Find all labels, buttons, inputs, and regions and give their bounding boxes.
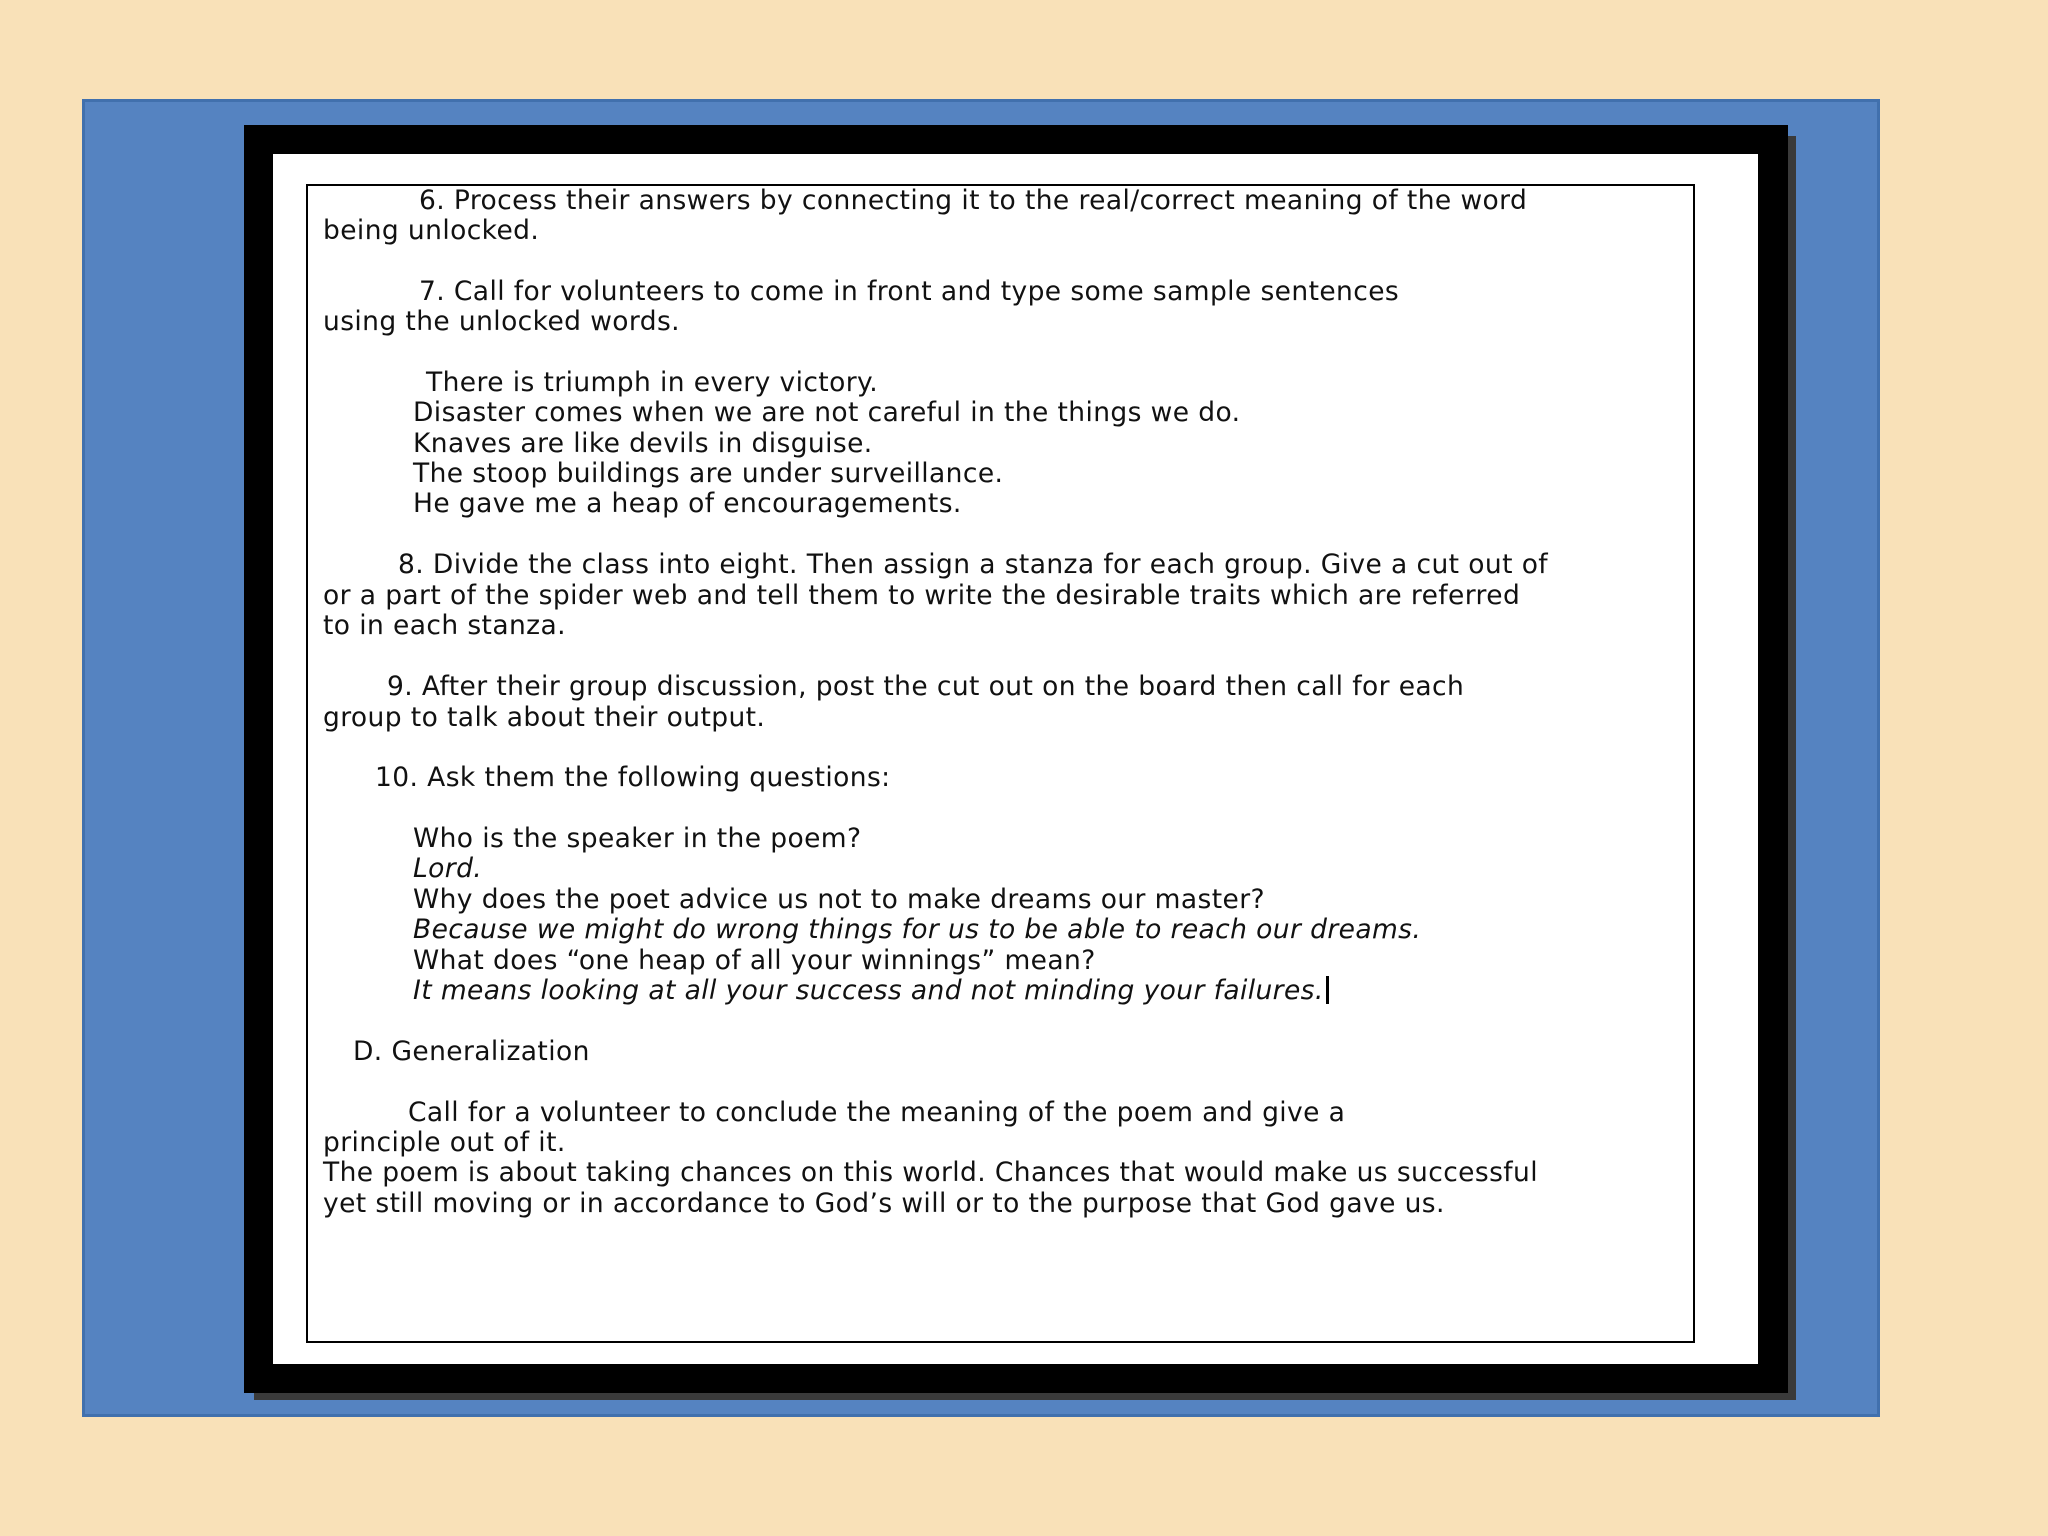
answer-with-cursor — [413, 976, 1329, 1006]
step-10-line-1: 10. Ask them the following questions: — [375, 762, 891, 793]
sample-sentence: Knaves are like devils in disguise. — [413, 428, 873, 459]
text-cursor — [1326, 976, 1329, 1004]
section-d-line-3: The poem is about taking chances on this world. Chances that would make us successful — [323, 1157, 1538, 1188]
step-8-line-1: 8. Divide the class into eight. Then assign a stanza for each group. Give a cut out of — [398, 549, 1549, 580]
step-7-line-2: using the unlocked words. — [323, 306, 680, 337]
answer: It means looking at all your success and not minding your failures. — [413, 975, 1324, 1006]
sample-sentence: The stoop buildings are under surveillance. — [413, 458, 1004, 489]
question: Why does the poet advice us not to make dreams our master? — [413, 884, 1265, 915]
sample-sentence: Disaster comes when we are not careful in the things we do. — [413, 397, 1241, 428]
step-9-line-1: 9. After their group discussion, post the cut out on the board then call for each — [387, 671, 1465, 702]
section-d-heading: D. Generalization — [353, 1036, 590, 1067]
step-6-line-1: 6. Process their answers by connecting it to the real/correct meaning of the word — [419, 185, 1528, 216]
step-8-line-2: or a part of the spider web and tell them to write the desirable traits which are referred — [323, 580, 1521, 611]
step-7-line-1: 7. Call for volunteers to come in front and type some sample sentences — [419, 276, 1400, 307]
sample-sentence: There is triumph in every victory. — [426, 367, 879, 398]
section-d-line-1: Call for a volunteer to conclude the meaning of the poem and give a — [408, 1097, 1346, 1128]
step-6-line-2: being unlocked. — [323, 215, 540, 246]
answer: Lord. — [413, 853, 483, 884]
document-text-box — [306, 184, 1695, 1343]
question: What does “one heap of all your winnings” mean? — [413, 945, 1096, 976]
step-8-line-3: to in each stanza. — [323, 610, 566, 641]
question: Who is the speaker in the poem? — [413, 823, 862, 854]
answer: Because we might do wrong things for us to be able to reach our dreams. — [413, 914, 1422, 945]
section-d-line-4: yet still moving or in accordance to God’s will or to the purpose that God gave us. — [323, 1188, 1445, 1219]
sample-sentence: He gave me a heap of encouragements. — [413, 488, 962, 519]
section-d-line-2: principle out of it. — [323, 1127, 566, 1158]
step-9-line-2: group to talk about their output. — [323, 702, 766, 733]
